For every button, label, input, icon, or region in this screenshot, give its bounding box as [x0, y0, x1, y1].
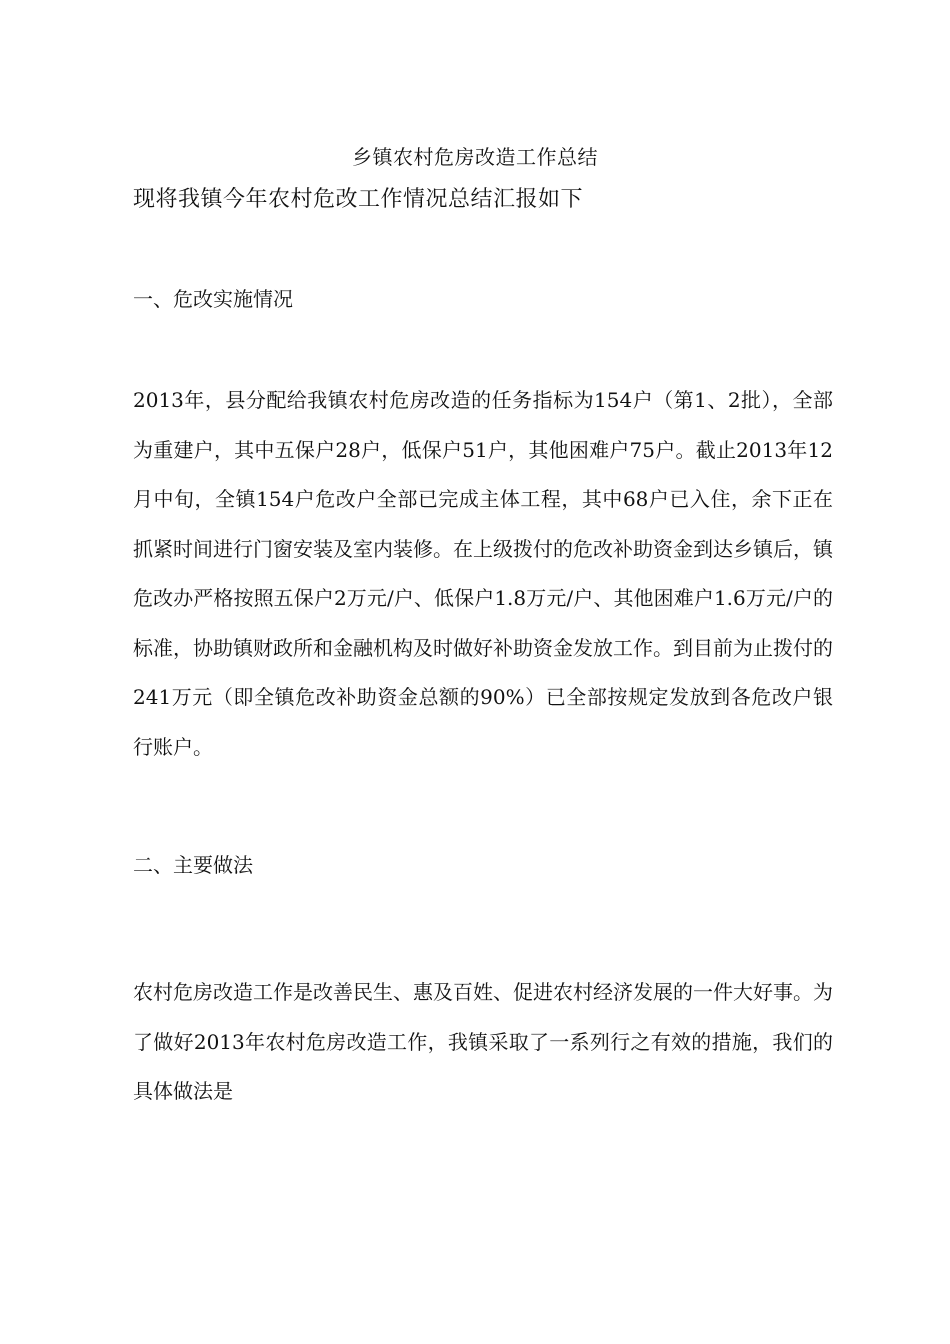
- intro-line: 现将我镇今年农村危改工作情况总结汇报如下: [133, 187, 584, 212]
- section-1-paragraph: 2013年，县分配给我镇农村危房改造的任务指标为154户（第1、2批），全部为重建户，其中五保户28户，低保户51户，其他困难户75户。截止2013年12月中旬，全镇154户危改户全部已完成主体工程，其中68户已入住，余下正在抓紧时间进行门窗安装及室内装修。在上级拨付的危改补助资金到达乡镇后，镇危改办严格按照五保户2万元/户、低保户1.8万元/户、其他困难户1.6万元/户的标准，协助镇财政所和金融机构及时做好补助资金发放工作。到目前为止拨付的241万元（即全镇危改补助资金总额的90%）已全部按规定发放到各危改户银行账户。: [133, 388, 833, 759]
- document-title: 乡镇农村危房改造工作总结: [352, 145, 598, 169]
- section-1-heading: 一、危改实施情况: [133, 287, 293, 311]
- section-2-paragraph: 农村危房改造工作是改善民生、惠及百姓、促进农村经济发展的一件大好事。为了做好2013年农村危房改造工作，我镇采取了一系列行之有效的措施，我们的具体做法是: [133, 980, 833, 1103]
- section-2-heading: 二、主要做法: [133, 853, 253, 877]
